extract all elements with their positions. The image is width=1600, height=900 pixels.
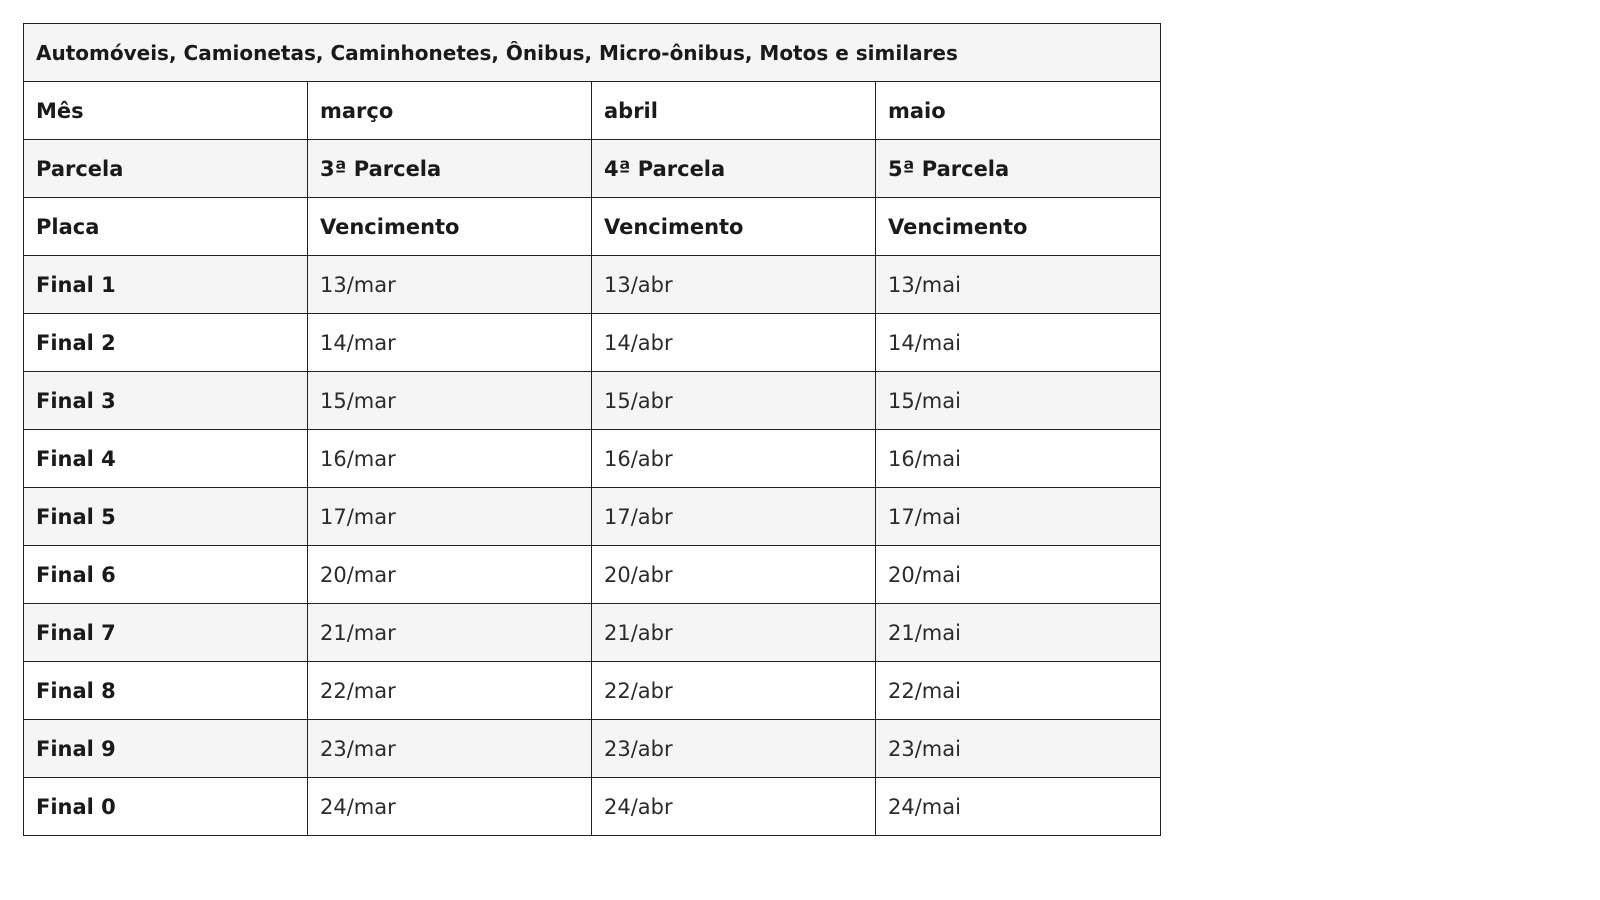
- plate-final-cell: Final 2: [24, 314, 308, 372]
- header-cell: 5ª Parcela: [876, 140, 1161, 198]
- table-row: [24, 430, 1161, 488]
- table-row: [24, 256, 1161, 314]
- due-date-cell: 23/mai: [876, 720, 1161, 778]
- header-cell: Vencimento: [308, 198, 592, 256]
- due-date-cell: 24/abr: [592, 778, 876, 836]
- due-date-cell: 22/mar: [308, 662, 592, 720]
- table-row: [24, 778, 1161, 836]
- due-date-cell: 21/mai: [876, 604, 1161, 662]
- due-date-cell: 14/mai: [876, 314, 1161, 372]
- table-caption-row: [24, 24, 1161, 82]
- plate-final-cell: Final 9: [24, 720, 308, 778]
- due-date-cell: 17/abr: [592, 488, 876, 546]
- due-date-cell: 15/abr: [592, 372, 876, 430]
- table-row: [24, 720, 1161, 778]
- header-cell: Vencimento: [876, 198, 1161, 256]
- table-row: [24, 372, 1161, 430]
- header-cell: abril: [592, 82, 876, 140]
- header-cell: março: [308, 82, 592, 140]
- header-row-month: [24, 82, 1161, 140]
- header-cell: maio: [876, 82, 1161, 140]
- due-date-cell: 13/mai: [876, 256, 1161, 314]
- plate-final-cell: Final 6: [24, 546, 308, 604]
- due-date-cell: 15/mai: [876, 372, 1161, 430]
- plate-final-cell: Final 4: [24, 430, 308, 488]
- due-date-cell: 13/mar: [308, 256, 592, 314]
- plate-final-cell: Final 0: [24, 778, 308, 836]
- due-date-cell: 21/abr: [592, 604, 876, 662]
- due-date-cell: 23/abr: [592, 720, 876, 778]
- due-date-cell: 17/mai: [876, 488, 1161, 546]
- header-row-installment: [24, 140, 1161, 198]
- table-row: [24, 662, 1161, 720]
- header-cell: Mês: [24, 82, 308, 140]
- plate-final-cell: Final 5: [24, 488, 308, 546]
- due-date-cell: 14/abr: [592, 314, 876, 372]
- table-row: [24, 488, 1161, 546]
- header-row-plate: [24, 198, 1161, 256]
- plate-final-cell: Final 3: [24, 372, 308, 430]
- table-row: [24, 314, 1161, 372]
- header-cell: Parcela: [24, 140, 308, 198]
- due-date-cell: 22/abr: [592, 662, 876, 720]
- due-date-cell: 20/mai: [876, 546, 1161, 604]
- header-cell: Vencimento: [592, 198, 876, 256]
- due-date-cell: 24/mai: [876, 778, 1161, 836]
- due-date-cell: 13/abr: [592, 256, 876, 314]
- due-date-cell: 20/abr: [592, 546, 876, 604]
- payment-schedule-table: [23, 23, 1161, 836]
- plate-final-cell: Final 8: [24, 662, 308, 720]
- due-date-cell: 16/mai: [876, 430, 1161, 488]
- due-date-cell: 23/mar: [308, 720, 592, 778]
- due-date-cell: 22/mai: [876, 662, 1161, 720]
- table-caption: Automóveis, Camionetas, Caminhonetes, Ônibus, Micro-ônibus, Motos e similares: [24, 24, 1161, 82]
- due-date-cell: 17/mar: [308, 488, 592, 546]
- header-cell: 4ª Parcela: [592, 140, 876, 198]
- due-date-cell: 16/abr: [592, 430, 876, 488]
- header-cell: 3ª Parcela: [308, 140, 592, 198]
- schedule-table-container: [23, 23, 1161, 836]
- table-row: [24, 546, 1161, 604]
- due-date-cell: 20/mar: [308, 546, 592, 604]
- table-row: [24, 604, 1161, 662]
- due-date-cell: 15/mar: [308, 372, 592, 430]
- plate-final-cell: Final 1: [24, 256, 308, 314]
- header-cell: Placa: [24, 198, 308, 256]
- due-date-cell: 16/mar: [308, 430, 592, 488]
- due-date-cell: 14/mar: [308, 314, 592, 372]
- due-date-cell: 21/mar: [308, 604, 592, 662]
- plate-final-cell: Final 7: [24, 604, 308, 662]
- due-date-cell: 24/mar: [308, 778, 592, 836]
